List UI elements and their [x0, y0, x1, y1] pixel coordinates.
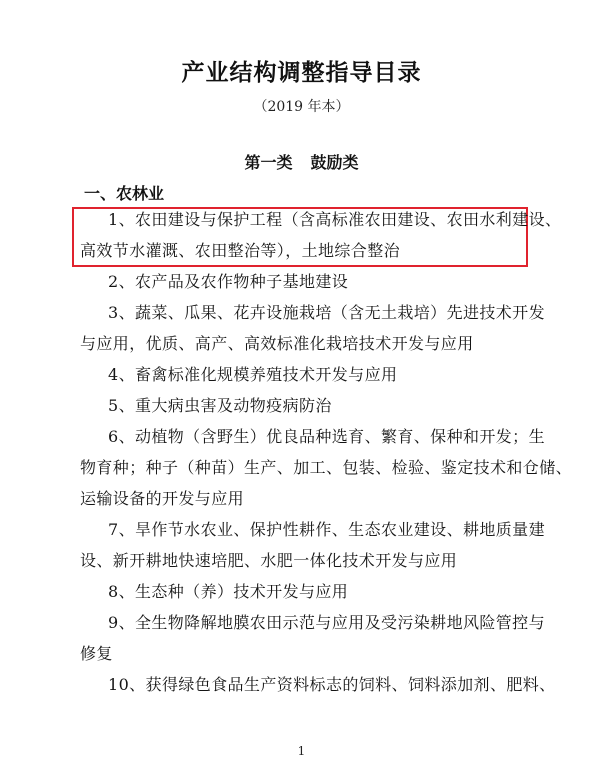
item-line: 9、全生物降解地膜农田示范与应用及受污染耕地风险管控与 [108, 613, 545, 632]
item-line: 高效节水灌溉、农田整治等），土地综合整治 [80, 241, 401, 260]
item-line: 4、畜禽标准化规模养殖技术开发与应用 [108, 365, 398, 384]
item-line: 1、农田建设与保护工程（含高标准农田建设、农田水利建设、 [108, 210, 562, 229]
document-title: 产业结构调整指导目录 [181, 59, 422, 86]
page-number: 1 [297, 744, 306, 758]
category-prefix: 第一类 [244, 153, 293, 172]
item-line: 5、重大病虫害及动物疫病防治 [108, 396, 332, 415]
item-line: 3、蔬菜、瓜果、花卉设施栽培（含无土栽培）先进技术开发 [108, 303, 545, 322]
item-line: 8、生态种（养）技术开发与应用 [108, 582, 349, 601]
section-heading: 一、农林业 [84, 184, 165, 203]
item-line: 7、旱作节水农业、保护性耕作、生态农业建设、耕地质量建 [108, 520, 545, 539]
item-line: 物育种；种子（种苗）生产、加工、包装、检验、鉴定技术和仓储、 [80, 458, 573, 477]
item-line: 6、动植物（含野生）优良品种选育、繁育、保种和开发；生 [108, 427, 545, 446]
category-name: 鼓励类 [310, 153, 359, 172]
category-heading [0, 150, 603, 173]
item-line: 修复 [80, 644, 113, 663]
item-line: 与应用，优质、高产、高效标准化栽培技术开发与应用 [80, 334, 474, 353]
document-subtitle: （2019 年本） [253, 99, 350, 115]
item-line: 2、农产品及农作物种子基地建设 [108, 272, 349, 291]
item-line: 10、获得绿色食品生产资料标志的饲料、饲料添加剂、肥料、 [108, 675, 556, 694]
item-line: 设、新开耕地快速培肥、水肥一体化技术开发与应用 [80, 551, 458, 570]
item-line: 运输设备的开发与应用 [80, 489, 245, 508]
